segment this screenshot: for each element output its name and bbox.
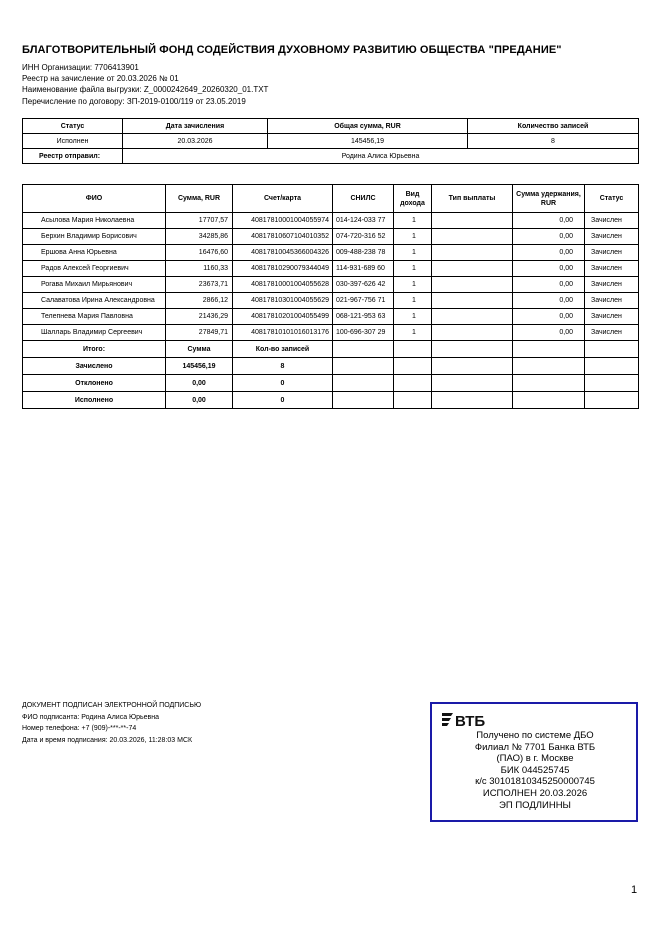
summary-table [22, 118, 639, 164]
stamp-line: ЭП ПОДЛИННЫ [499, 799, 571, 811]
cell-account: 40817810607104010352 [233, 229, 333, 245]
cell-payment-type [432, 229, 513, 245]
summary-values-row [23, 134, 639, 149]
cell-income: 1 [394, 213, 432, 229]
cell-amount: 16476,60 [166, 245, 233, 261]
totals-amount-header: Сумма [166, 341, 233, 358]
cell-fio: Рогава Михаил Мирьянович [23, 277, 166, 293]
totals-cell-label: Зачислено [23, 358, 166, 375]
col-account: Счет/карта [233, 185, 333, 213]
stamp-lines [432, 730, 638, 811]
cell-snils: 074-720-316 52 [333, 229, 394, 245]
cell-amount: 2866,12 [166, 293, 233, 309]
totals-header-row [23, 341, 639, 358]
signature-line-2: ФИО подписанта: Родина Алиса Юрьевна [22, 713, 160, 721]
cell-status: Зачислен [585, 229, 639, 245]
totals-label: Итого: [23, 341, 166, 358]
cell-fio: Телепнева Мария Павловна [23, 309, 166, 325]
summary-col-date: Дата зачисления [123, 119, 268, 134]
table-row [23, 229, 639, 245]
totals-cell-count: 0 [233, 392, 333, 409]
cell-income: 1 [394, 309, 432, 325]
cell-amount: 21436,29 [166, 309, 233, 325]
cell-fio: Асылова Мария Николаевна [23, 213, 166, 229]
cell-deduction: 0,00 [513, 325, 585, 341]
stamp-line: Филиал № 7701 Банка ВТБ [474, 741, 596, 753]
cell-status: Зачислен [585, 213, 639, 229]
sender-name: Родина Алиса Юрьевна [123, 149, 639, 164]
cell-snils: 009-488-238 78 [333, 245, 394, 261]
signature-block [22, 700, 201, 746]
cell-payment-type [432, 309, 513, 325]
cell-snils: 068-121-953 63 [333, 309, 394, 325]
record-rows [23, 213, 639, 341]
col-deduction: Сумма удержания, RUR [513, 185, 585, 213]
table-row [23, 309, 639, 325]
cell-amount: 34285,86 [166, 229, 233, 245]
cell-account: 40817810301004055629 [233, 293, 333, 309]
cell-amount: 23673,71 [166, 277, 233, 293]
cell-amount: 1160,33 [166, 261, 233, 277]
col-snils: СНИЛС [333, 185, 394, 213]
col-amount: Сумма, RUR [166, 185, 233, 213]
signature-line-1: ДОКУМЕНТ ПОДПИСАН ЭЛЕКТРОННОЙ ПОДПИСЬЮ [22, 702, 202, 709]
totals-cell-amount: 0,00 [166, 392, 233, 409]
cell-fio: Ершова Анна Юрьевна [23, 245, 166, 261]
cell-fio: Шалларь Владимир Сергеевич [23, 325, 166, 341]
table-row [23, 325, 639, 341]
table-row [23, 261, 639, 277]
col-fio: ФИО [23, 185, 166, 213]
signature-line-3: Номер телефона: +7 (909)-***-**-74 [22, 725, 137, 732]
summary-total: 145456,19 [268, 134, 468, 149]
vtb-logo-icon [442, 710, 490, 728]
totals-cell-amount: 145456,19 [166, 358, 233, 375]
cell-payment-type [432, 261, 513, 277]
totals-row [23, 392, 639, 409]
cell-fio: Берхин Владимир Борисович [23, 229, 166, 245]
cell-snils: 014-124-033 77 [333, 213, 394, 229]
cell-snils: 021-967-756 71 [333, 293, 394, 309]
inn-line: ИНН Организации: 7706413901 [22, 63, 139, 72]
summary-col-count: Количество записей [468, 119, 639, 134]
cell-deduction: 0,00 [513, 293, 585, 309]
table-row [23, 245, 639, 261]
cell-payment-type [432, 293, 513, 309]
cell-income: 1 [394, 229, 432, 245]
stamp-line: Получено по системе ДБО [476, 730, 594, 741]
cell-deduction: 0,00 [513, 213, 585, 229]
table-row [23, 277, 639, 293]
cell-deduction: 0,00 [513, 309, 585, 325]
totals-cell-count: 0 [233, 375, 333, 392]
cell-account: 40817810001004055628 [233, 277, 333, 293]
cell-amount: 17707,57 [166, 213, 233, 229]
cell-income: 1 [394, 261, 432, 277]
cell-amount: 27849,71 [166, 325, 233, 341]
stamp-line: к/с 30101810345250000745 [475, 776, 595, 788]
organization-title: БЛАГОТВОРИТЕЛЬНЫЙ ФОНД СОДЕЙСТВИЯ ДУХОВНОМУ РАЗВИТИЮ ОБЩЕСТВА "ПРЕДАНИЕ" [22, 44, 562, 56]
records-table [22, 184, 639, 409]
cell-income: 1 [394, 293, 432, 309]
cell-snils: 100-696-307 29 [333, 325, 394, 341]
totals-cell-label: Отклонено [23, 375, 166, 392]
summary-col-total: Общая сумма, RUR [268, 119, 468, 134]
cell-income: 1 [394, 245, 432, 261]
cell-account: 40817810201004055499 [233, 309, 333, 325]
cell-status: Зачислен [585, 277, 639, 293]
stamp-line: (ПАО) в г. Москве [496, 753, 574, 765]
totals-row [23, 375, 639, 392]
cell-account: 40817810001004055974 [233, 213, 333, 229]
totals-cell-count: 8 [233, 358, 333, 375]
cell-status: Зачислен [585, 309, 639, 325]
contract-line: Перечисление по договору: ЗП-2019-0100/119 от 23.05.2019 [22, 96, 246, 106]
totals-cell-amount: 0,00 [166, 375, 233, 392]
cell-account: 40817810045366004326 [233, 245, 333, 261]
cell-account: 40817810101016013176 [233, 325, 333, 341]
col-income: Вид дохода [394, 185, 432, 213]
cell-payment-type [432, 325, 513, 341]
registry-line: Реестр на зачисление от 20.03.2026 № 01 [22, 74, 179, 84]
totals-rows [23, 358, 639, 409]
page-number: 1 [631, 884, 638, 896]
totals-count-header: Кол-во записей [233, 341, 333, 358]
vtb-logo-text: ВТБ [455, 713, 486, 728]
cell-deduction: 0,00 [513, 277, 585, 293]
cell-deduction: 0,00 [513, 245, 585, 261]
cell-fio: Радов Алексей Георгиевич [23, 261, 166, 277]
records-header-row [23, 185, 639, 213]
cell-deduction: 0,00 [513, 229, 585, 245]
table-row [23, 293, 639, 309]
file-line: Наименование файла выгрузки: Z_0000242649_20260320_01.TXT [22, 85, 269, 95]
cell-deduction: 0,00 [513, 261, 585, 277]
summary-count: 8 [468, 134, 639, 149]
totals-cell-label: Исполнено [23, 392, 166, 409]
cell-status: Зачислен [585, 261, 639, 277]
cell-status: Зачислен [585, 325, 639, 341]
cell-payment-type [432, 213, 513, 229]
summary-date: 20.03.2026 [123, 134, 268, 149]
col-status: Статус [585, 185, 639, 213]
sender-label: Реестр отправил: [23, 149, 123, 164]
summary-col-status: Статус [23, 119, 123, 134]
cell-status: Зачислен [585, 293, 639, 309]
cell-payment-type [432, 277, 513, 293]
totals-row [23, 358, 639, 375]
summary-status: Исполнен [23, 134, 123, 149]
col-payment-type: Тип выплаты [432, 185, 513, 213]
summary-header-row [23, 119, 639, 134]
cell-snils: 030-397-626 42 [333, 277, 394, 293]
cell-snils: 114-931-689 60 [333, 261, 394, 277]
signature-line-4: Дата и время подписания: 20.03.2026, 11:28:03 МСК [22, 736, 193, 744]
cell-status: Зачислен [585, 245, 639, 261]
cell-income: 1 [394, 277, 432, 293]
document-meta [22, 62, 268, 107]
cell-account: 40817810290079344049 [233, 261, 333, 277]
cell-fio: Салаватова Ирина Александровна [23, 293, 166, 309]
stamp-line: ИСПОЛНЕН 20.03.2026 [482, 787, 588, 799]
cell-payment-type [432, 245, 513, 261]
table-row [23, 213, 639, 229]
cell-income: 1 [394, 325, 432, 341]
summary-sender-row [23, 149, 639, 164]
bank-stamp [430, 702, 638, 822]
stamp-line: БИК 044525745 [500, 764, 570, 776]
